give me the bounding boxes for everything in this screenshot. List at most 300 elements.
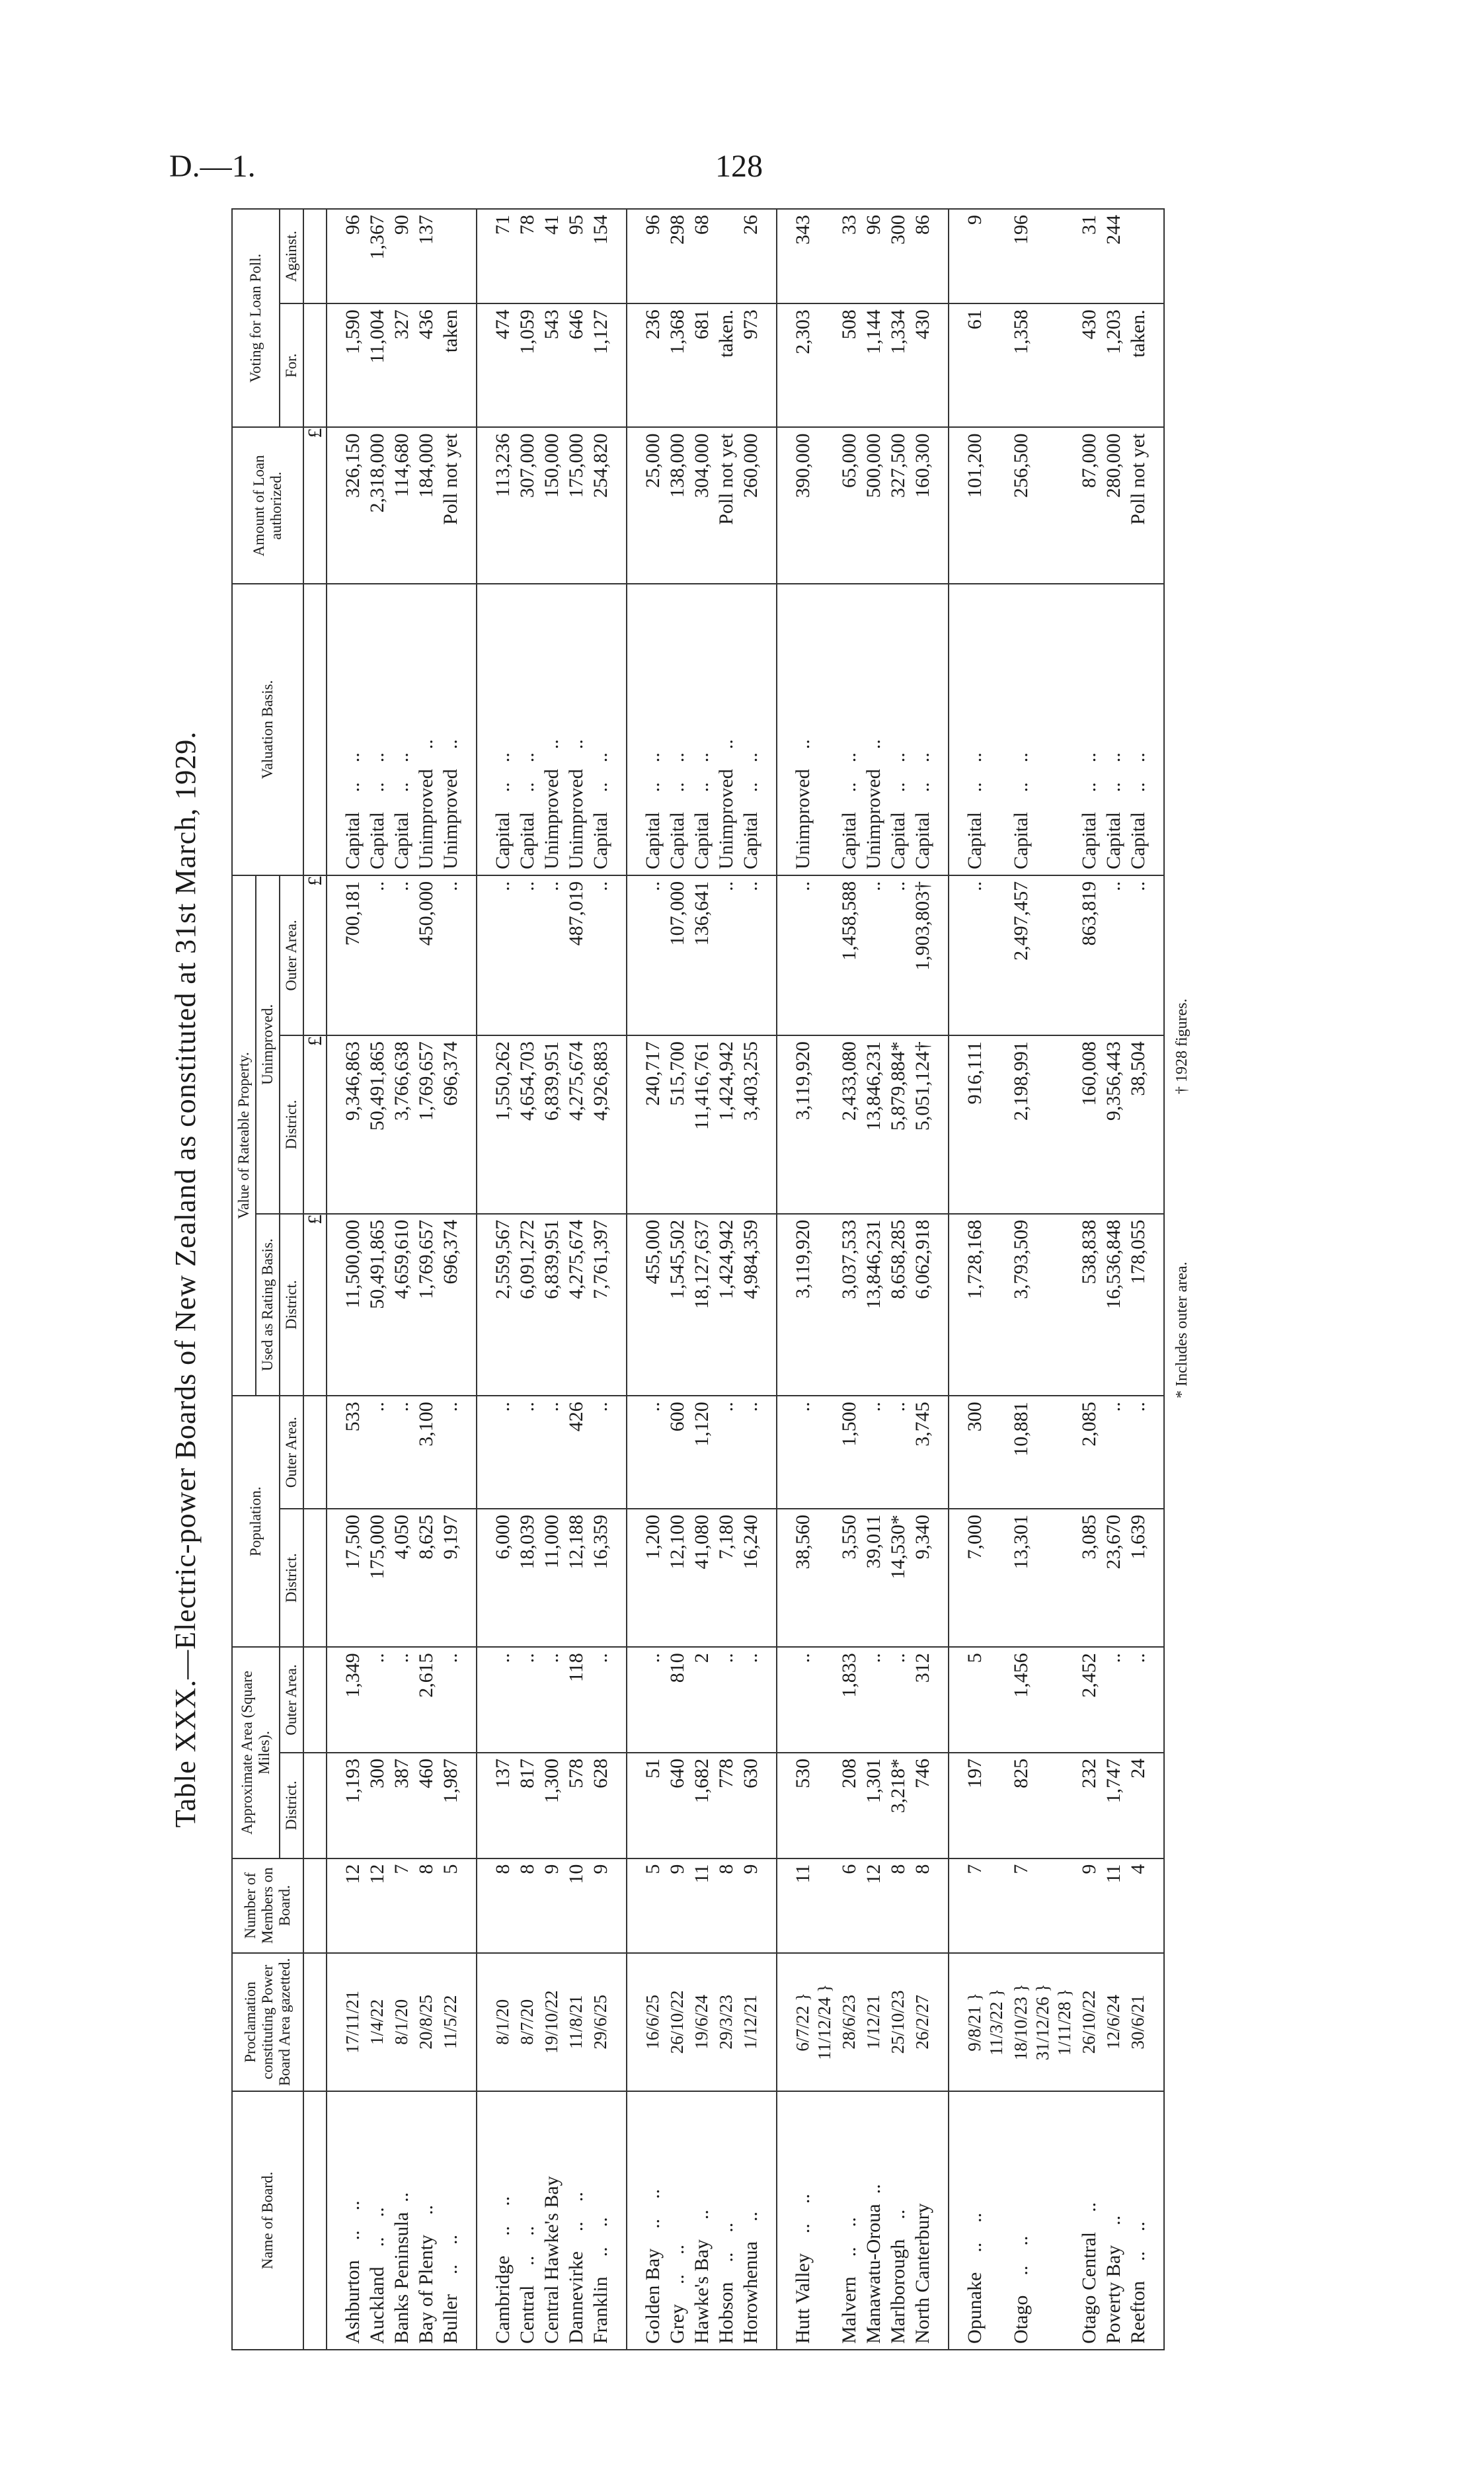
table-row (539, 209, 564, 2350)
value-unimproved-district: 4,926,883 (588, 1035, 627, 1214)
document-reference: D.—1. (169, 149, 256, 184)
value-unimproved-district: 4,654,703 (515, 1035, 539, 1214)
population-outer: .. (389, 1396, 414, 1509)
votes-against: 1,367 (365, 209, 389, 303)
area-outer: 810 (665, 1647, 689, 1753)
votes-against: 96 (861, 209, 886, 303)
population-district: 16,240 (738, 1509, 777, 1647)
valuation-basis: Unimproved .. (861, 584, 886, 875)
population-district: 6,000 (477, 1509, 515, 1647)
area-district: 817 (515, 1753, 539, 1858)
votes-against: 71 (477, 209, 515, 303)
population-outer: 300 (949, 1396, 1009, 1509)
area-outer: .. (1126, 1647, 1164, 1753)
votes-for: 1,144 (861, 303, 886, 427)
value-unimproved-outer: .. (438, 875, 477, 1035)
value-rating-district: 4,659,610 (389, 1214, 414, 1396)
value-rating-district: 3,119,920 (777, 1214, 837, 1396)
votes-against: 41 (539, 209, 564, 303)
population-district: 175,000 (365, 1509, 389, 1647)
board-name: Hutt Valley .. .. (777, 2091, 837, 2350)
table-row (861, 209, 886, 2350)
value-unimproved-outer: 450,000 (414, 875, 438, 1035)
population-district: 9,197 (438, 1509, 477, 1647)
value-unimproved-district: 50,491,865 (365, 1035, 389, 1214)
value-unimproved-district: 4,275,674 (564, 1035, 588, 1214)
area-outer: .. (861, 1647, 886, 1753)
population-district: 16,359 (588, 1509, 627, 1647)
members-count: 9 (588, 1858, 627, 1953)
table-row (438, 209, 477, 2350)
population-outer: .. (365, 1396, 389, 1509)
valuation-basis: Unimproved .. (414, 584, 438, 875)
valuation-basis: Capital .. .. (689, 584, 714, 875)
members-count: 5 (438, 1858, 477, 1953)
valuation-basis: Capital .. .. (1101, 584, 1126, 875)
population-district: 9,340 (910, 1509, 949, 1647)
population-district: 11,000 (539, 1509, 564, 1647)
col-header-name: Name of Board. (232, 2091, 303, 2350)
area-outer: 2,452 (1077, 1647, 1101, 1753)
board-name: Poverty Bay .. (1101, 2091, 1126, 2350)
votes-for: 543 (539, 303, 564, 427)
members-count: 7 (1009, 1858, 1077, 1953)
area-district: 460 (414, 1753, 438, 1858)
votes-for: 11,004 (365, 303, 389, 427)
area-district: 1,747 (1101, 1753, 1126, 1858)
table-row (477, 209, 515, 2350)
votes-for: 236 (627, 303, 665, 427)
proclamation-date: 29/6/25 (588, 1953, 627, 2091)
population-district: 38,560 (777, 1509, 837, 1647)
members-count: 9 (738, 1858, 777, 1953)
table-row (714, 209, 738, 2350)
footnote-outer-area: * Includes outer area. (1173, 1261, 1191, 1398)
area-outer: .. (588, 1647, 627, 1753)
page-number: 128 (715, 149, 763, 184)
votes-against: 137 (414, 209, 438, 303)
proclamation-date: 29/3/23 (714, 1953, 738, 2091)
area-outer: .. (389, 1647, 414, 1753)
board-name: Hawke's Bay .. (689, 2091, 714, 2350)
value-unimproved-outer: .. (389, 875, 414, 1035)
population-outer: 10,881 (1009, 1396, 1077, 1509)
value-rating-district: 7,761,397 (588, 1214, 627, 1396)
subheader-area-district: District. (280, 1753, 303, 1858)
table-row (949, 209, 1009, 2350)
area-outer: .. (515, 1647, 539, 1753)
table-row (414, 209, 438, 2350)
votes-for: taken. (1126, 303, 1164, 427)
table-row (1077, 209, 1101, 2350)
value-rating-district: 6,091,272 (515, 1214, 539, 1396)
board-name: Cambridge .. .. (477, 2091, 515, 2350)
proclamation-date: 8/7/20 (515, 1953, 539, 2091)
members-count: 8 (714, 1858, 738, 1953)
value-unimproved-district: 1,550,262 (477, 1035, 515, 1214)
area-outer: .. (1101, 1647, 1126, 1753)
area-district: 232 (1077, 1753, 1101, 1858)
area-outer: 118 (564, 1647, 588, 1753)
valuation-basis: Capital .. .. (588, 584, 627, 875)
value-rating-district: 11,500,000 (327, 1214, 365, 1396)
loan-authorized: 101,200 (949, 428, 1009, 584)
value-unimproved-outer: 136,641 (689, 875, 714, 1035)
board-group (949, 209, 1164, 2350)
proclamation-date: 20/8/25 (414, 1953, 438, 2091)
board-name: Hobson .. .. (714, 2091, 738, 2350)
value-unimproved-outer: .. (539, 875, 564, 1035)
table-row (665, 209, 689, 2350)
subheader-area-outer: Outer Area. (280, 1647, 303, 1753)
loan-authorized: Poll not yet (714, 428, 738, 584)
loan-authorized: 500,000 (861, 428, 886, 584)
votes-for: 1,358 (1009, 303, 1077, 427)
votes-against: 196 (1009, 209, 1077, 303)
population-district: 1,639 (1126, 1509, 1164, 1647)
loan-authorized: 326,150 (327, 428, 365, 584)
value-unimproved-district: 13,846,231 (861, 1035, 886, 1214)
loan-authorized: 280,000 (1101, 428, 1126, 584)
value-unimproved-outer: .. (714, 875, 738, 1035)
area-district: 1,987 (438, 1753, 477, 1858)
votes-against: 95 (564, 209, 588, 303)
population-outer: 1,120 (689, 1396, 714, 1509)
board-name: Malvern .. .. (837, 2091, 861, 2350)
subheader-pop-outer: Outer Area. (280, 1396, 303, 1509)
area-district: 197 (949, 1753, 1009, 1858)
table-row (564, 209, 588, 2350)
value-unimproved-outer: 2,497,457 (1009, 875, 1077, 1035)
area-district: 778 (714, 1753, 738, 1858)
board-name: Otago Central .. (1077, 2091, 1101, 2350)
population-outer: .. (438, 1396, 477, 1509)
members-count: 6 (837, 1858, 861, 1953)
members-count: 5 (627, 1858, 665, 1953)
votes-against: 154 (588, 209, 627, 303)
area-outer: .. (438, 1647, 477, 1753)
members-count: 12 (365, 1858, 389, 1953)
valuation-basis: Capital .. .. (886, 584, 910, 875)
value-rating-district: 696,374 (438, 1214, 477, 1396)
area-district: 51 (627, 1753, 665, 1858)
col-header-unimproved: Unimproved. (256, 875, 280, 1214)
population-district: 1,200 (627, 1509, 665, 1647)
area-outer: .. (477, 1647, 515, 1753)
votes-against (714, 209, 738, 303)
board-name: Auckland .. .. (365, 2091, 389, 2350)
value-rating-district: 1,424,942 (714, 1214, 738, 1396)
area-outer: .. (777, 1647, 837, 1753)
units-row (303, 209, 327, 2350)
valuation-basis: Unimproved .. (438, 584, 477, 875)
value-rating-district: 6,062,918 (910, 1214, 949, 1396)
board-name: Golden Bay .. .. (627, 2091, 665, 2350)
votes-for: 681 (689, 303, 714, 427)
area-district: 24 (1126, 1753, 1164, 1858)
members-count: 4 (1126, 1858, 1164, 1953)
value-unimproved-district: 11,416,761 (689, 1035, 714, 1214)
members-count: 8 (886, 1858, 910, 1953)
value-rating-district: 4,984,359 (738, 1214, 777, 1396)
population-outer: .. (777, 1396, 837, 1509)
population-outer: 533 (327, 1396, 365, 1509)
value-unimproved-district: 240,717 (627, 1035, 665, 1214)
valuation-basis: Capital .. .. (910, 584, 949, 875)
valuation-basis: Unimproved .. (777, 584, 837, 875)
col-header-population: Population. (232, 1396, 280, 1647)
value-rating-district: 8,658,285 (886, 1214, 910, 1396)
loan-authorized: 25,000 (627, 428, 665, 584)
votes-against: 68 (689, 209, 714, 303)
members-count: 11 (1101, 1858, 1126, 1953)
members-count: 8 (477, 1858, 515, 1953)
board-name: Dannevirke .. .. (564, 2091, 588, 2350)
area-district: 628 (588, 1753, 627, 1858)
population-outer: 2,085 (1077, 1396, 1101, 1509)
proclamation-date: 19/6/24 (689, 1953, 714, 2091)
valuation-basis: Capital .. .. (627, 584, 665, 875)
valuation-basis: Unimproved .. (714, 584, 738, 875)
members-count: 12 (861, 1858, 886, 1953)
votes-for: 430 (1077, 303, 1101, 427)
loan-authorized: Poll not yet (438, 428, 477, 584)
loan-authorized: 184,000 (414, 428, 438, 584)
table-row (389, 209, 414, 2350)
votes-against: 33 (837, 209, 861, 303)
population-district: 12,100 (665, 1509, 689, 1647)
population-outer: .. (627, 1396, 665, 1509)
votes-against: 31 (1077, 209, 1101, 303)
proclamation-date: 6/7/22 } 11/12/24 } (777, 1953, 837, 2091)
members-count: 8 (515, 1858, 539, 1953)
loan-authorized: 254,820 (588, 428, 627, 584)
value-rating-district: 3,793,509 (1009, 1214, 1077, 1396)
subheader-vote-for: For. (280, 303, 303, 427)
value-rating-district: 50,491,865 (365, 1214, 389, 1396)
votes-for: 61 (949, 303, 1009, 427)
area-district: 630 (738, 1753, 777, 1858)
votes-for: 1,127 (588, 303, 627, 427)
area-district: 1,682 (689, 1753, 714, 1858)
value-unimproved-district: 9,346,863 (327, 1035, 365, 1214)
value-unimproved-district: 3,119,920 (777, 1035, 837, 1214)
board-name: Reefton .. .. (1126, 2091, 1164, 2350)
value-unimproved-district: 2,433,080 (837, 1035, 861, 1214)
population-outer: .. (738, 1396, 777, 1509)
board-name: Franklin .. .. (588, 2091, 627, 2350)
valuation-basis: Capital .. .. (1126, 584, 1164, 875)
value-unimproved-district: 3,766,638 (389, 1035, 414, 1214)
table-row (886, 209, 910, 2350)
population-outer: .. (861, 1396, 886, 1509)
col-header-used-as-rating: Used as Rating Basis. (256, 1214, 280, 1396)
power-boards-table (231, 208, 1165, 2350)
board-name: Manawatu-Oroua .. (861, 2091, 886, 2350)
table-row (327, 209, 365, 2350)
proclamation-date: 1/4/22 (365, 1953, 389, 2091)
loan-authorized: 65,000 (837, 428, 861, 584)
votes-for: 973 (738, 303, 777, 427)
value-rating-district: 18,127,637 (689, 1214, 714, 1396)
valuation-basis: Capital .. .. (1077, 584, 1101, 875)
table-row (689, 209, 714, 2350)
value-unimproved-district: 2,198,991 (1009, 1035, 1077, 1214)
votes-against: 78 (515, 209, 539, 303)
board-name: Bay of Plenty .. (414, 2091, 438, 2350)
votes-for: 1,059 (515, 303, 539, 427)
value-unimproved-district: 3,403,255 (738, 1035, 777, 1214)
area-district: 1,301 (861, 1753, 886, 1858)
population-outer: .. (714, 1396, 738, 1509)
proclamation-date: 8/1/20 (389, 1953, 414, 2091)
value-unimproved-outer: 487,019 (564, 875, 588, 1035)
population-district: 3,085 (1077, 1509, 1101, 1647)
votes-against: 298 (665, 209, 689, 303)
votes-for: 327 (389, 303, 414, 427)
votes-against: 96 (627, 209, 665, 303)
board-name: Grey .. .. (665, 2091, 689, 2350)
valuation-basis: Unimproved .. (539, 584, 564, 875)
col-header-rateable-value: Value of Rateable Property. (232, 875, 256, 1396)
col-header-voting: Voting for Loan Poll. (232, 209, 280, 428)
value-unimproved-outer: .. (777, 875, 837, 1035)
value-rating-district: 13,846,231 (861, 1214, 886, 1396)
valuation-basis: Capital .. .. (837, 584, 861, 875)
table-row (1101, 209, 1126, 2350)
votes-for: 474 (477, 303, 515, 427)
votes-for: taken. (714, 303, 738, 427)
area-outer: 5 (949, 1647, 1009, 1753)
loan-authorized: 307,000 (515, 428, 539, 584)
loan-authorized: 260,000 (738, 428, 777, 584)
valuation-basis: Capital .. .. (327, 584, 365, 875)
col-header-members: Number of Members on Board. (232, 1858, 303, 1953)
votes-against: 9 (949, 209, 1009, 303)
board-group (477, 209, 627, 2350)
unit-loan: £ (303, 428, 327, 584)
value-unimproved-district: 6,839,951 (539, 1035, 564, 1214)
rotated-table-block (169, 208, 1226, 2350)
board-name: Buller .. .. (438, 2091, 477, 2350)
value-unimproved-district: 5,879,884* (886, 1035, 910, 1214)
area-district: 640 (665, 1753, 689, 1858)
area-outer: .. (738, 1647, 777, 1753)
subheader-rating-district: District. (280, 1214, 303, 1396)
board-group (627, 209, 777, 2350)
population-district: 7,000 (949, 1509, 1009, 1647)
loan-authorized: 138,000 (665, 428, 689, 584)
value-unimproved-outer: 107,000 (665, 875, 689, 1035)
board-name: Ashburton .. .. (327, 2091, 365, 2350)
value-rating-district: 2,559,567 (477, 1214, 515, 1396)
loan-authorized: 2,318,000 (365, 428, 389, 584)
population-outer: .. (1126, 1396, 1164, 1509)
proclamation-date: 8/1/20 (477, 1953, 515, 2091)
value-unimproved-outer: .. (861, 875, 886, 1035)
proclamation-date: 12/6/24 (1101, 1953, 1126, 2091)
votes-against: 26 (738, 209, 777, 303)
table-row (1009, 209, 1077, 2350)
valuation-basis: Capital .. .. (665, 584, 689, 875)
valuation-basis: Capital .. .. (949, 584, 1009, 875)
area-district: 825 (1009, 1753, 1077, 1858)
votes-against (1126, 209, 1164, 303)
population-outer: 600 (665, 1396, 689, 1509)
population-outer: .. (886, 1396, 910, 1509)
population-district: 14,530* (886, 1509, 910, 1647)
value-rating-district: 178,055 (1126, 1214, 1164, 1396)
subheader-unimp-outer: Outer Area. (280, 875, 303, 1035)
table-row (588, 209, 627, 2350)
population-district: 13,301 (1009, 1509, 1077, 1647)
area-outer: 2,615 (414, 1647, 438, 1753)
subheader-vote-against: Against. (280, 209, 303, 303)
value-rating-district: 1,728,168 (949, 1214, 1009, 1396)
valuation-basis: Unimproved .. (564, 584, 588, 875)
value-rating-district: 16,536,848 (1101, 1214, 1126, 1396)
votes-for: taken (438, 303, 477, 427)
votes-against: 90 (389, 209, 414, 303)
valuation-basis: Capital .. .. (738, 584, 777, 875)
population-outer: .. (477, 1396, 515, 1509)
valuation-basis: Capital .. .. (515, 584, 539, 875)
members-count: 12 (327, 1858, 365, 1953)
votes-for: 646 (564, 303, 588, 427)
table-row (738, 209, 777, 2350)
members-count: 8 (414, 1858, 438, 1953)
members-count: 11 (689, 1858, 714, 1953)
value-rating-district: 455,000 (627, 1214, 665, 1396)
board-group (327, 209, 477, 2350)
value-unimproved-district: 160,008 (1077, 1035, 1101, 1214)
members-count: 11 (777, 1858, 837, 1953)
members-count: 9 (539, 1858, 564, 1953)
value-unimproved-outer: 1,903,803† (910, 875, 949, 1035)
area-outer: .. (886, 1647, 910, 1753)
board-name: Horowhenua .. (738, 2091, 777, 2350)
unit-unimp-outer: £ (303, 875, 327, 1035)
population-outer: .. (539, 1396, 564, 1509)
table-row (515, 209, 539, 2350)
members-count: 10 (564, 1858, 588, 1953)
population-district: 8,625 (414, 1509, 438, 1647)
area-outer: 2 (689, 1647, 714, 1753)
population-outer: 426 (564, 1396, 588, 1509)
unit-unimp-district: £ (303, 1035, 327, 1214)
value-unimproved-outer: 1,458,588 (837, 875, 861, 1035)
area-district: 1,193 (327, 1753, 365, 1858)
loan-authorized: 327,500 (886, 428, 910, 584)
value-unimproved-outer: .. (886, 875, 910, 1035)
table-row (837, 209, 861, 2350)
value-unimproved-district: 38,504 (1126, 1035, 1164, 1214)
value-unimproved-outer: .. (515, 875, 539, 1035)
members-count: 7 (949, 1858, 1009, 1953)
loan-authorized: Poll not yet (1126, 428, 1164, 584)
col-header-valuation-basis: Valuation Basis. (232, 584, 303, 875)
population-district: 17,500 (327, 1509, 365, 1647)
table-row (1126, 209, 1164, 2350)
area-outer: 1,349 (327, 1647, 365, 1753)
value-rating-district: 538,838 (1077, 1214, 1101, 1396)
proclamation-date: 9/8/21 } 11/3/22 } (949, 1953, 1009, 2091)
proclamation-date: 30/6/21 (1126, 1953, 1164, 2091)
board-name: Central .. .. (515, 2091, 539, 2350)
value-rating-district: 6,839,951 (539, 1214, 564, 1396)
value-rating-district: 1,769,657 (414, 1214, 438, 1396)
board-name: North Canterbury (910, 2091, 949, 2350)
